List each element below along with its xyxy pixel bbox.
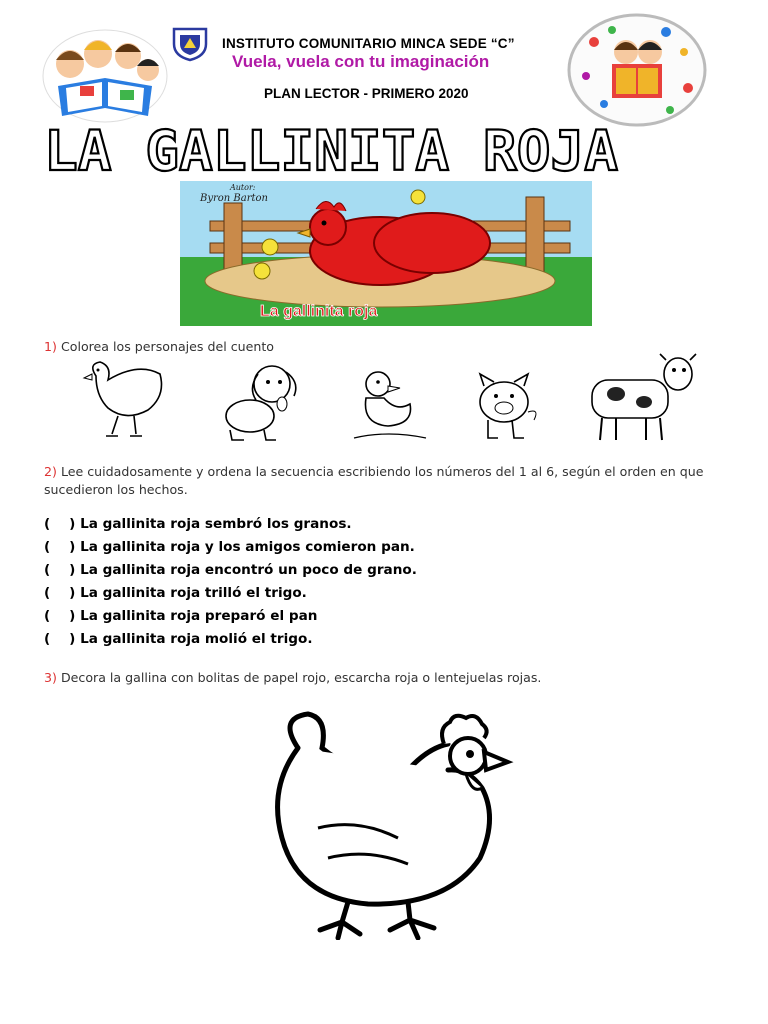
sequence-item-6: ( ) La gallinita roja molió el trigo.: [44, 631, 313, 647]
cover-banner: La gallinita roja: [260, 303, 378, 320]
hen-outline-drawing: [258, 708, 514, 940]
institute-name: INSTITUTO COMUNITARIO MINCA SEDE “C”: [222, 36, 515, 51]
question-3-text: Decora la gallina con bolitas de papel rojo, escarcha roja o lentejuelas rojas.: [60, 670, 542, 685]
question-3-number: 3): [44, 670, 57, 685]
cover-author-label: Autor:: [230, 183, 256, 192]
motto: Vuela, vuela con tu imaginación: [232, 52, 490, 71]
reading-children-circle-logo: [566, 12, 708, 128]
cow-icon: [586, 352, 698, 446]
cover-author-name: Byron Barton: [200, 193, 268, 204]
sequence-item-4: ( ) La gallinita roja trilló el trigo.: [44, 585, 307, 601]
question-1-text: Colorea los personajes del cuento: [60, 339, 275, 354]
hen-icon: [78, 356, 170, 440]
question-3: [44, 670, 541, 685]
story-title-text: LA GALLINITA ROJA: [44, 119, 618, 180]
duck-icon: [348, 368, 434, 446]
question-1-number: 1): [44, 339, 57, 354]
question-2: [44, 463, 734, 499]
question-2-number: 2): [44, 464, 57, 479]
school-shield-icon: [170, 26, 210, 62]
sequence-item-5: ( ) La gallinita roja preparó el pan: [44, 608, 318, 624]
dog-icon: [210, 360, 306, 444]
kids-reading-logo: [40, 24, 170, 124]
story-title: [38, 118, 628, 180]
question-1: [44, 339, 274, 354]
pig-icon: [470, 372, 546, 444]
sequence-item-3: ( ) La gallinita roja encontró un poco de grano.: [44, 562, 417, 578]
question-2-text: Lee cuidadosamente y ordena la secuencia escribiendo los números del 1 al 6, según el orden en que sucedieron los hechos.: [44, 464, 704, 497]
sequence-item-2: ( ) La gallinita roja y los amigos comieron pan.: [44, 539, 415, 555]
sequence-item-1: ( ) La gallinita roja sembró los granos.: [44, 516, 352, 532]
book-cover-image: [180, 181, 592, 326]
plan-lector-label: PLAN LECTOR - PRIMERO 2020: [264, 86, 469, 101]
